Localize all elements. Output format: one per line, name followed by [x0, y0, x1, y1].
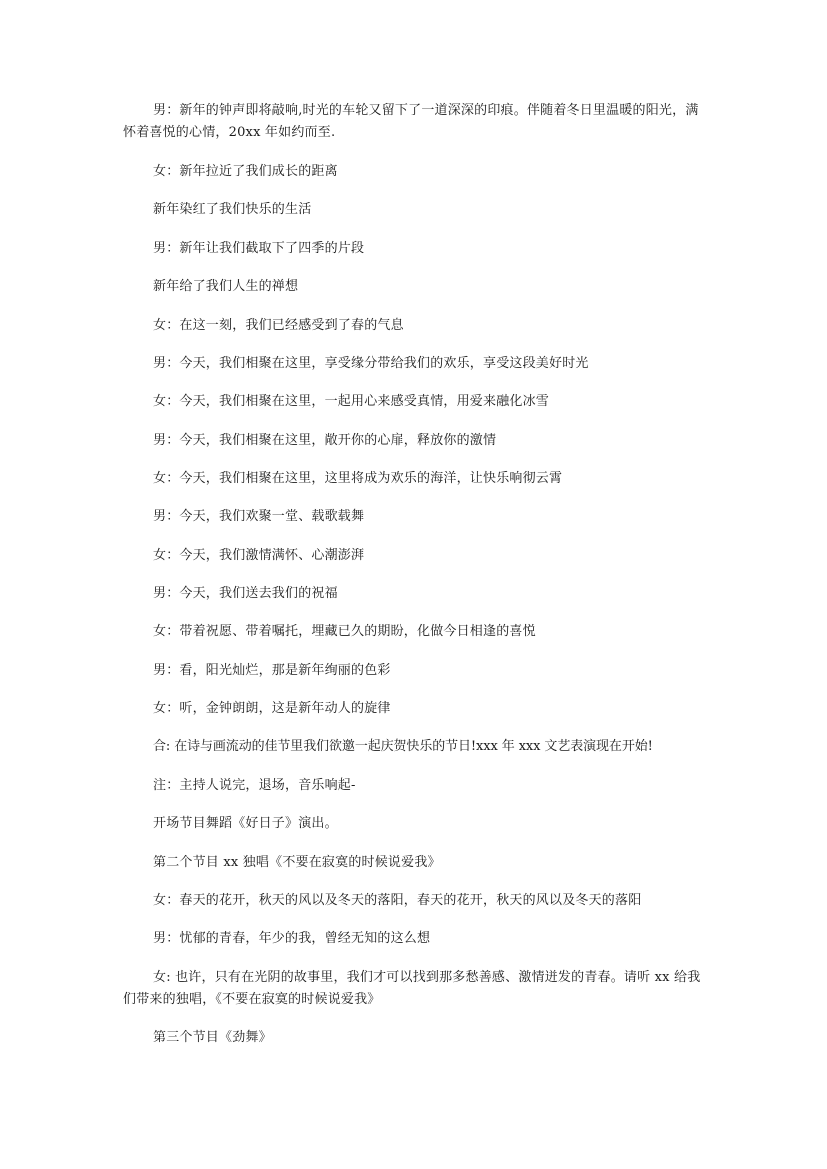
paragraph-line: 开场节目舞蹈《好日子》演出。 — [153, 816, 338, 831]
paragraph-line: 新年染红了我们快乐的生活 — [153, 202, 312, 217]
paragraph-line: 男：今天，我们相聚在这里，敞开你的心扉，释放你的激情 — [153, 433, 497, 448]
paragraph-line: 女：听，金钟朗朗，这是新年动人的旋律 — [153, 701, 391, 716]
paragraph-line: 女：带着祝愿、带着嘱托，埋藏已久的期盼，化做今日相逢的喜悦 — [153, 624, 536, 639]
paragraph-female-long: 女: 也许，只有在光阴的故事里，我们才可以找到那多愁善感、激情迸发的青春。请听 xx 给我们带来的独唱，《不要在寂寞的时候说爱我》 — [123, 970, 701, 1007]
paragraph-line: 女：今天，我们相聚在这里，一起用心来感受真情，用爱来融化冰雪 — [153, 394, 550, 409]
paragraph-line: 男：今天，我们送去我们的祝福 — [153, 586, 338, 601]
paragraph-line: 女：今天，我们激情满怀、心潮澎湃 — [153, 548, 365, 563]
paragraph-line: 女：在这一刻，我们已经感受到了春的气息 — [153, 318, 404, 333]
paragraph-line: 合: 在诗与画流动的佳节里我们欲邀一起庆贺快乐的节日!xxx 年 xxx 文艺表演现在开始! — [153, 739, 653, 754]
paragraph-line: 注：主持人说完，退场，音乐响起- — [153, 778, 356, 793]
paragraph-line: 男：忧郁的青春，年少的我，曾经无知的这么想 — [153, 931, 431, 946]
paragraph-line: 第三个节目《劲舞》 — [153, 1030, 272, 1045]
paragraph-line: 新年给了我们人生的禅想 — [153, 279, 299, 294]
paragraph-line: 男：今天，我们相聚在这里，享受缘分带给我们的欢乐，享受这段美好时光 — [153, 356, 589, 371]
paragraph-line: 男：看，阳光灿烂，那是新年绚丽的色彩 — [153, 663, 391, 678]
paragraph-line: 男：新年让我们截取下了四季的片段 — [153, 241, 365, 256]
paragraph-line: 女：新年拉近了我们成长的距离 — [153, 164, 338, 179]
paragraph-line: 女：春天的花开，秋天的风以及冬天的落阳，春天的花开，秋天的风以及冬天的落阳 — [153, 893, 642, 908]
paragraph-line: 第二个节目 xx 独唱《不要在寂寞的时候说爱我》 — [153, 855, 441, 870]
paragraph-opening-male: 男：新年的钟声即将敲响,时光的车轮又留下了一道深深的印痕。伴随着冬日里温暖的阳光，满怀着喜悦的心情，20xx 年如约而至. — [123, 103, 699, 140]
paragraph-line: 女：今天，我们相聚在这里，这里将成为欢乐的海洋，让快乐响彻云霄 — [153, 471, 563, 486]
paragraph-line: 男：今天，我们欢聚一堂、载歌载舞 — [153, 509, 365, 524]
